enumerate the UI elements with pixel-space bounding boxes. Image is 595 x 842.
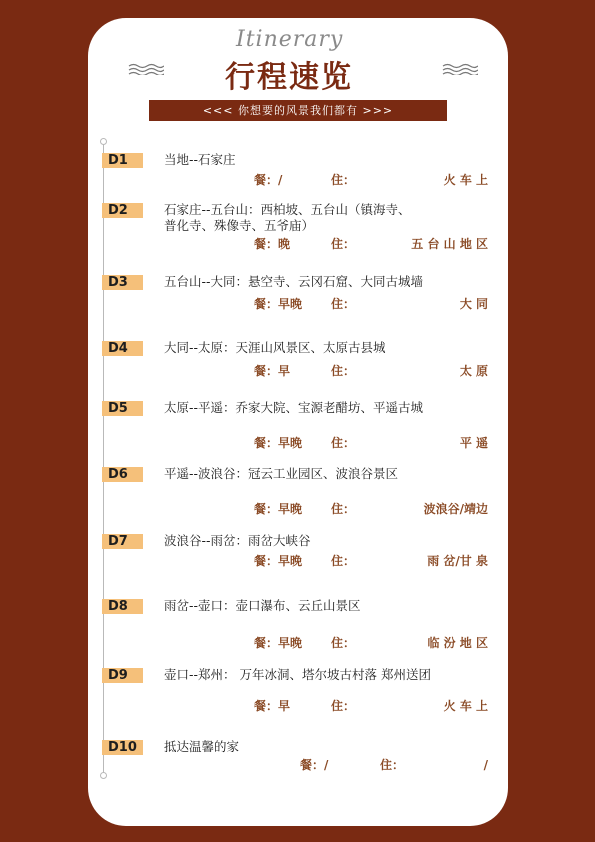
day-tag: D1 <box>102 153 143 168</box>
wave-decoration-right-icon <box>442 63 478 75</box>
day-meal: 餐：早晚 <box>254 554 303 568</box>
day-meal: 餐：早晚 <box>254 297 303 311</box>
day-route: 抵达温馨的家 <box>164 739 240 754</box>
day-stay-place: 平 遥 <box>459 436 488 450</box>
day-route: 平遥--波浪谷：冠云工业园区、波浪谷景区 <box>164 466 399 481</box>
day-stay-place: 雨 岔/甘 泉 <box>427 554 488 568</box>
day-route: 壶口--郑州： 万年冰洞、塔尔坡古村落 郑州送团 <box>164 667 431 682</box>
day-meal: 餐：/ <box>300 758 329 772</box>
day-stay-label: 住： <box>331 173 356 187</box>
day-stay-place: 临 汾 地 区 <box>427 636 488 650</box>
day-stay-label: 住： <box>331 364 356 378</box>
wave-decoration-left-icon <box>128 63 164 75</box>
day-route: 五台山--大同：悬空寺、云冈石窟、大同古城墙 <box>164 274 424 289</box>
day-tag: D5 <box>102 401 143 416</box>
day-stay-label: 住： <box>331 237 356 251</box>
day-stay-label: 住： <box>331 699 356 713</box>
day-stay-place: / <box>483 758 488 772</box>
day-tag: D7 <box>102 534 143 549</box>
day-stay-place: 火 车 上 <box>443 699 488 713</box>
script-title: Itinerary <box>236 27 344 52</box>
day-stay-place: 波浪谷/靖边 <box>423 502 488 516</box>
day-route: 当地--石家庄 <box>164 152 236 167</box>
day-tag: D10 <box>102 740 143 755</box>
day-meal: 餐：晚 <box>254 237 291 251</box>
day-stay-place: 大 同 <box>459 297 488 311</box>
day-tag: D9 <box>102 668 143 683</box>
day-meal: 餐：/ <box>254 173 283 187</box>
slogan-banner: <<< 你想要的风景我们都有 >>> <box>149 100 447 121</box>
day-meal: 餐：早晚 <box>254 636 303 650</box>
day-meal: 餐：早晚 <box>254 502 303 516</box>
timeline-start-dot <box>100 138 107 145</box>
day-route-line2: 普化寺、殊像寺、五爷庙） <box>164 218 315 233</box>
day-route: 波浪谷--雨岔：雨岔大峡谷 <box>164 533 311 548</box>
day-meal: 餐：早晚 <box>254 436 303 450</box>
day-route: 雨岔--壶口：壶口瀑布、云丘山景区 <box>164 598 361 613</box>
day-route: 石家庄--五台山：西柏坡、五台山（镇海寺、 <box>164 202 411 217</box>
day-stay-label: 住： <box>331 554 356 568</box>
day-meal: 餐：早 <box>254 364 291 378</box>
day-stay-place: 五 台 山 地 区 <box>411 237 488 251</box>
day-route: 太原--平遥：乔家大院、宝源老醋坊、平遥古城 <box>164 400 424 415</box>
day-route: 大同--太原：天涯山风景区、太原古县城 <box>164 340 386 355</box>
day-stay-label: 住： <box>331 636 356 650</box>
day-tag: D3 <box>102 275 143 290</box>
day-tag: D8 <box>102 599 143 614</box>
day-stay-label: 住： <box>331 502 356 516</box>
day-stay-place: 太 原 <box>459 364 488 378</box>
day-stay-label: 住： <box>380 758 405 772</box>
day-meal: 餐：早 <box>254 699 291 713</box>
day-tag: D4 <box>102 341 143 356</box>
timeline-end-dot <box>100 772 107 779</box>
page-title: 行程速览 <box>225 60 353 95</box>
day-stay-label: 住： <box>331 436 356 450</box>
day-tag: D2 <box>102 203 143 218</box>
day-stay-label: 住： <box>331 297 356 311</box>
day-stay-place: 火 车 上 <box>443 173 488 187</box>
day-tag: D6 <box>102 467 143 482</box>
